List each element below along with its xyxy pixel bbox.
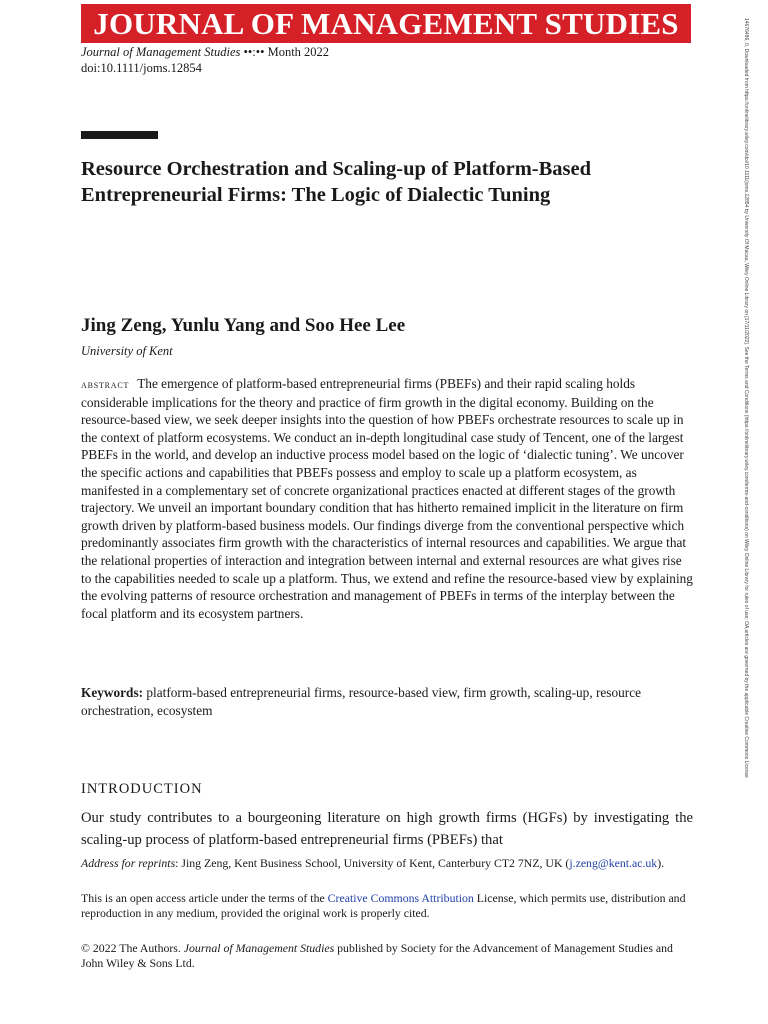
keywords-colon: :	[138, 685, 144, 700]
article-title: Resource Orchestration and Scaling-up of Platform-Based Entrepreneurial Firms: The Logic of Dialectic Tuning	[81, 158, 592, 206]
abstract-text: The emergence of platform-based entrepreneurial firms (PBEFs) and their rapid scaling holds considerable implications for the theory and practice of firm growth in the digital economy. Building on the resource-based view, we seek deeper insights into the question of how PBEFs orchestrate resources to scale up in the context of platform ecosystems. We conduct an in-depth longitudinal case study of Tencent, one of the largest PBEFs in the world, and develop an inductive process model based on the logic of ‘dialectic tuning’. We uncover the specific actions and capabilities that PBEFs possess and employ to scale up a platform ecosystem, as manifested in a complementary set of concrete organizational practices enacted at different stages of the growth trajectory. We unveil an important boundary condition that has hitherto remained implicit in the literature on firm growth driven by platform-based business models. Our findings diverge from the conventional perspective which predominantly associates firm growth with the characteristics of internal resources and capabilities. We argue that the relational properties of interaction and integration between internal and external resources are what gives rise to the capabilities needed to scale up a platform. Thus, we extend and refine the resource-based view by explaining the evolving patterns of resource orchestration and management of PBEFs in terms of the interplay between the focal platform and its ecosystem partners.	[81, 376, 693, 621]
copyright-post: published by Society for the Advancement of Management Studies and John Wiley & Sons Ltd.	[81, 941, 673, 970]
keywords	[81, 684, 693, 719]
affiliation: University of Kent	[81, 344, 173, 358]
keywords-label: Keywords	[81, 685, 139, 700]
doi[interactable]: doi:10.1111/joms.12854	[81, 61, 202, 75]
download-notice-strip	[741, 18, 753, 1008]
reprint-address: Address for reprints: Jing Zeng, Kent Business School, University of Kent, Canterbury CT2 7NZ, UK (j.zeng@kent.ac.uk).	[81, 856, 665, 870]
journal-name: Journal of Management Studies	[81, 45, 241, 59]
title-rule-bar	[81, 131, 158, 139]
copyright-journal: Journal of Management Studies	[183, 941, 335, 955]
abstract	[81, 375, 693, 622]
journal-citation-line	[81, 44, 329, 60]
copyright-notice	[81, 941, 693, 971]
reprint-text: Jing Zeng, Kent Business School, University of Kent, Canterbury CT2 7NZ, UK	[181, 856, 563, 870]
creative-commons-link[interactable]: Creative Commons Attribution	[327, 891, 474, 905]
authors: Jing Zeng, Yunlu Yang and Soo Hee Lee	[81, 315, 406, 336]
introduction-heading: INTRODUCTION	[81, 781, 203, 797]
license-post: License, which permits use, distribution and reproduction in any medium, provided the original work is properly cited.	[81, 891, 686, 920]
email-link[interactable]: j.zeng@kent.ac.uk	[569, 856, 658, 870]
abstract-label: abstract	[81, 377, 130, 391]
copyright-pre: © 2022 The Authors.	[81, 941, 181, 955]
license-note	[81, 891, 693, 921]
introduction-text: Our study contributes to a bourgeoning literature on high growth firms (HGFs) by investigating the scaling-up process of platform-based entrepreneurial firms (PBEFs) that	[81, 810, 693, 848]
license-pre: This is an open access article under the terms of the	[81, 891, 325, 905]
keywords-text: platform-based entrepreneurial firms, resource-based view, firm growth, scaling-up, resource orchestration, ecosystem	[81, 685, 642, 718]
journal-banner: JOURNAL OF MANAGEMENT STUDIES	[81, 4, 691, 43]
reprint-label: Address for reprints	[81, 856, 176, 870]
issue-info: ••:•• Month 2022	[243, 45, 330, 59]
download-notice-text: 14676486, 0, Downloaded from https://onlinelibrary.wiley.com/doi/10.1111/joms.12854 by University Of Macau, Wiley Online Library on [17/11/2022]. See the Terms and Conditions (https://onlinelibrary.wiley.com/terms-and-conditions) on Wiley Online Library for rules of use; OA articles are governed by the applicable Creative Commons License	[743, 18, 749, 778]
